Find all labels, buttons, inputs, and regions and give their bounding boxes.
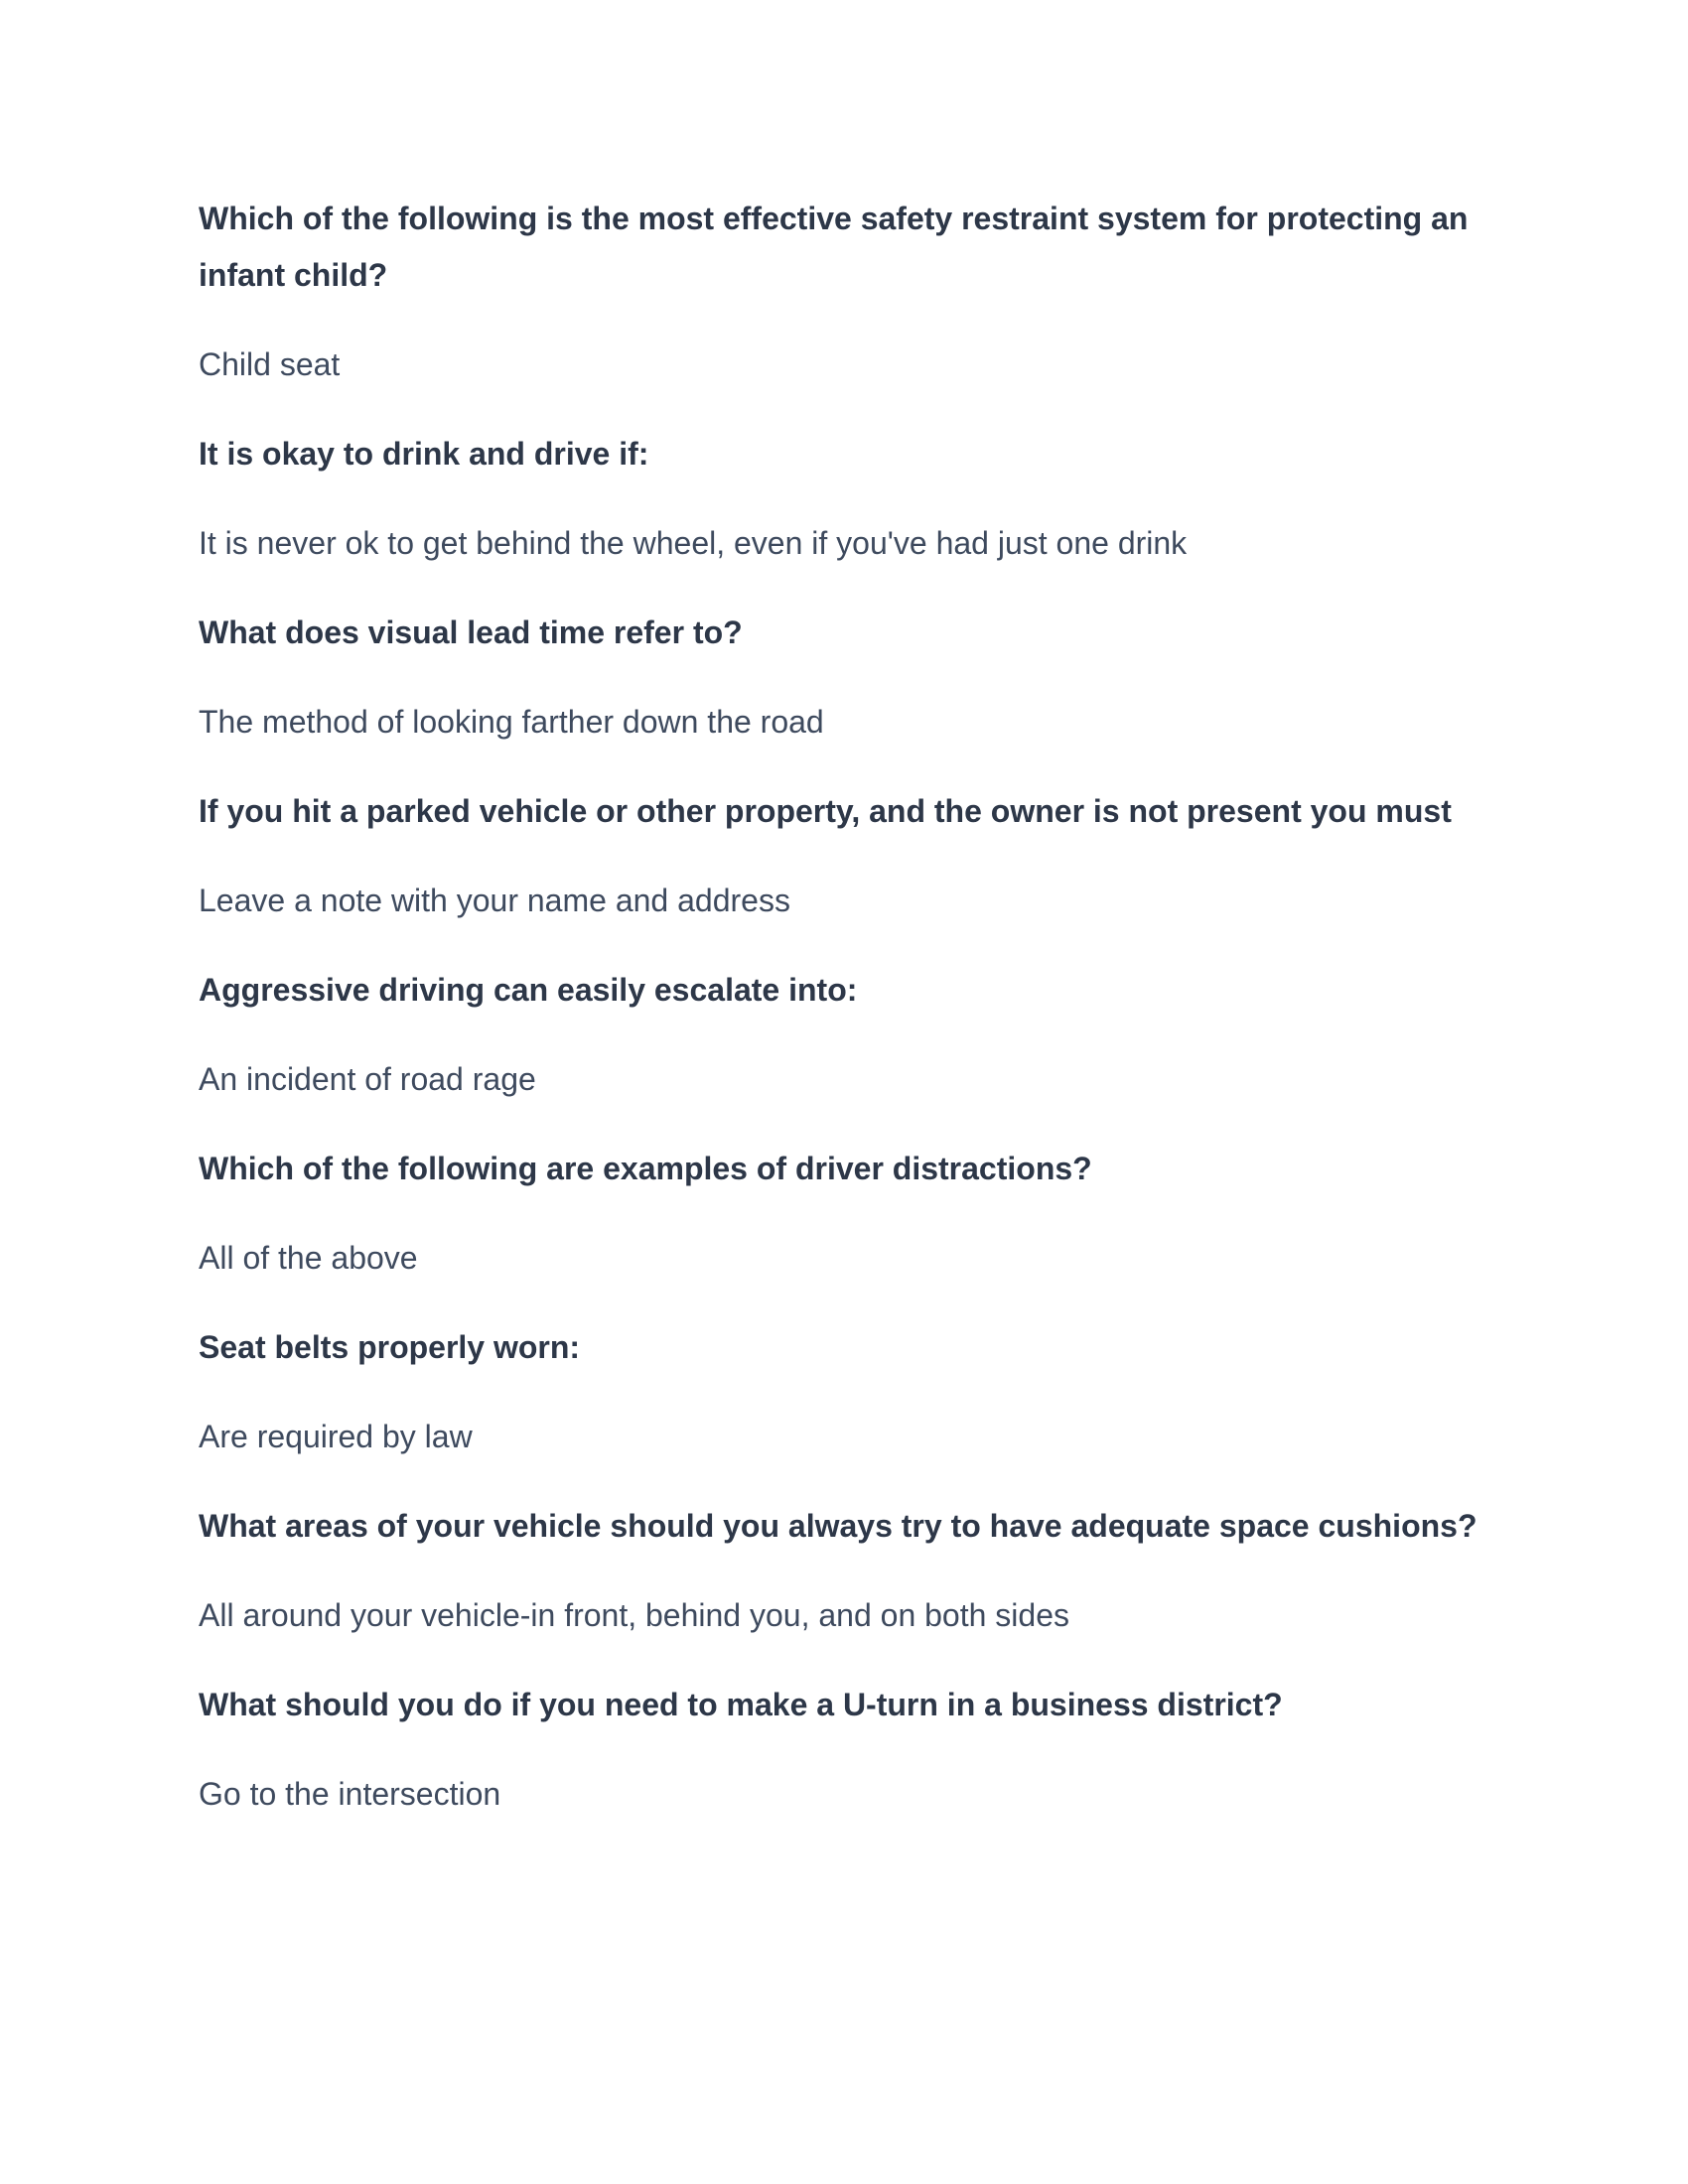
answer-text: All of the above bbox=[199, 1240, 418, 1276]
answer-text: Leave a note with your name and address bbox=[199, 883, 790, 918]
answer-text: All around your vehicle-in front, behind you, and on both sides bbox=[199, 1597, 1069, 1633]
question-text: Seat belts properly worn: bbox=[199, 1329, 581, 1365]
question-text: What does visual lead time refer to? bbox=[199, 614, 743, 650]
question-text: Which of the following is the most effective safety restraint system for protecting an infant child? bbox=[199, 201, 1469, 293]
answer-text: Child seat bbox=[199, 346, 341, 382]
answer-text: The method of looking farther down the road bbox=[199, 704, 824, 740]
question-text: Aggressive driving can easily escalate into: bbox=[199, 972, 858, 1008]
question-text: It is okay to drink and drive if: bbox=[199, 436, 649, 472]
answer-text: It is never ok to get behind the wheel, even if you've had just one drink bbox=[199, 525, 1188, 561]
answer-text: Go to the intersection bbox=[199, 1776, 501, 1812]
answer-text: An incident of road rage bbox=[199, 1061, 536, 1097]
question-text: What areas of your vehicle should you always try to have adequate space cushions? bbox=[199, 1508, 1477, 1544]
question-text: Which of the following are examples of driver distractions? bbox=[199, 1151, 1092, 1186]
question-text: If you hit a parked vehicle or other property, and the owner is not present you must bbox=[199, 793, 1452, 829]
question-text: What should you do if you need to make a U-turn in a business district? bbox=[199, 1687, 1283, 1722]
answer-text: Are required by law bbox=[199, 1419, 473, 1454]
